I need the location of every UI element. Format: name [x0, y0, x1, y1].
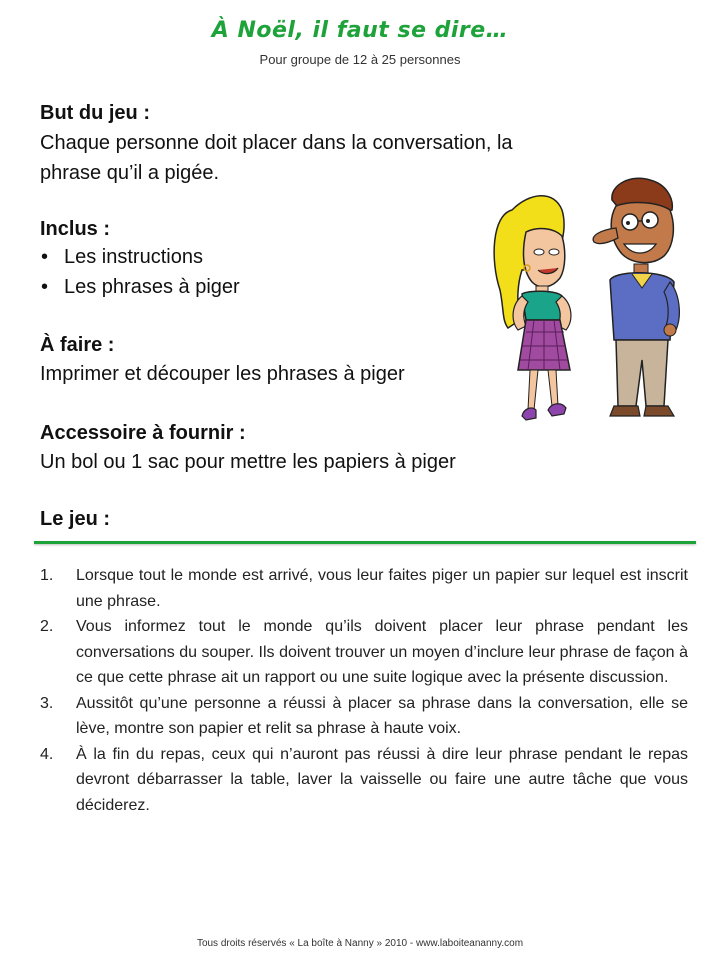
step-number: 1. [40, 567, 54, 584]
bullet-dot: • [41, 276, 49, 298]
step-text: Lorsque tout le monde est arrivé, vous leur faites piger un papier sur lequel est inscrit une phrase. [76, 567, 688, 610]
accessoire-text: Un bol ou 1 sac pour mettre les papiers à piger [40, 451, 456, 473]
heading-accessoire: Accessoire à fournir : [40, 422, 246, 444]
step-number: 2. [40, 618, 54, 635]
step-item [40, 614, 688, 691]
page-subtitle: Pour groupe de 12 à 25 personnes [259, 52, 461, 67]
step-text: Vous informez tout le monde qu’ils doivent placer leur phrase pendant les conversations du souper. Ils doivent trouver un moyen d’inclure leur phrase de façon à ce que cette phrase ait un rapport ou une suite logique avec la présente discussion. [76, 618, 688, 686]
but-line-2: phrase qu’il a pigée. [40, 162, 220, 184]
steps-list [40, 563, 688, 818]
page-title: À Noël, il faut se dire… [211, 18, 509, 43]
heading-inclus: Inclus : [40, 218, 111, 240]
heading-but-du-jeu: But du jeu : [40, 102, 150, 124]
footer-copyright: Tous droits réservés « La boîte à Nanny » 2010 - www.laboiteananny.com [196, 938, 524, 949]
inclus-item: Les phrases à piger [64, 276, 240, 298]
a-faire-text: Imprimer et découper les phrases à piger [40, 363, 405, 385]
step-number: 3. [40, 694, 54, 712]
man-figure [593, 178, 679, 416]
but-line-1: Chaque personne doit placer dans la conversation, la [40, 132, 513, 154]
inclus-item: Les instructions [64, 246, 203, 268]
step-text: À la fin du repas, ceux qui n’auront pas réussi à dire leur phrase pendant le repas devront débarrasser la table, laver la vaisselle ou faire une autre tâche que vous déciderez. [76, 745, 688, 814]
couple-illustration [482, 170, 700, 432]
heading-le-jeu: Le jeu : [40, 508, 111, 530]
step-item [40, 742, 688, 819]
step-text: Aussitôt qu’une personne a réussi à placer sa phrase dans la conversation, elle se lève, montre son papier et relit sa phrase à haute voix. [76, 694, 688, 737]
green-divider [34, 541, 696, 544]
bullet-dot: • [41, 246, 49, 268]
heading-a-faire: À faire : [40, 334, 115, 356]
step-number: 4. [40, 745, 54, 763]
step-item [40, 563, 688, 614]
step-item [40, 691, 688, 742]
woman-figure [494, 196, 571, 420]
